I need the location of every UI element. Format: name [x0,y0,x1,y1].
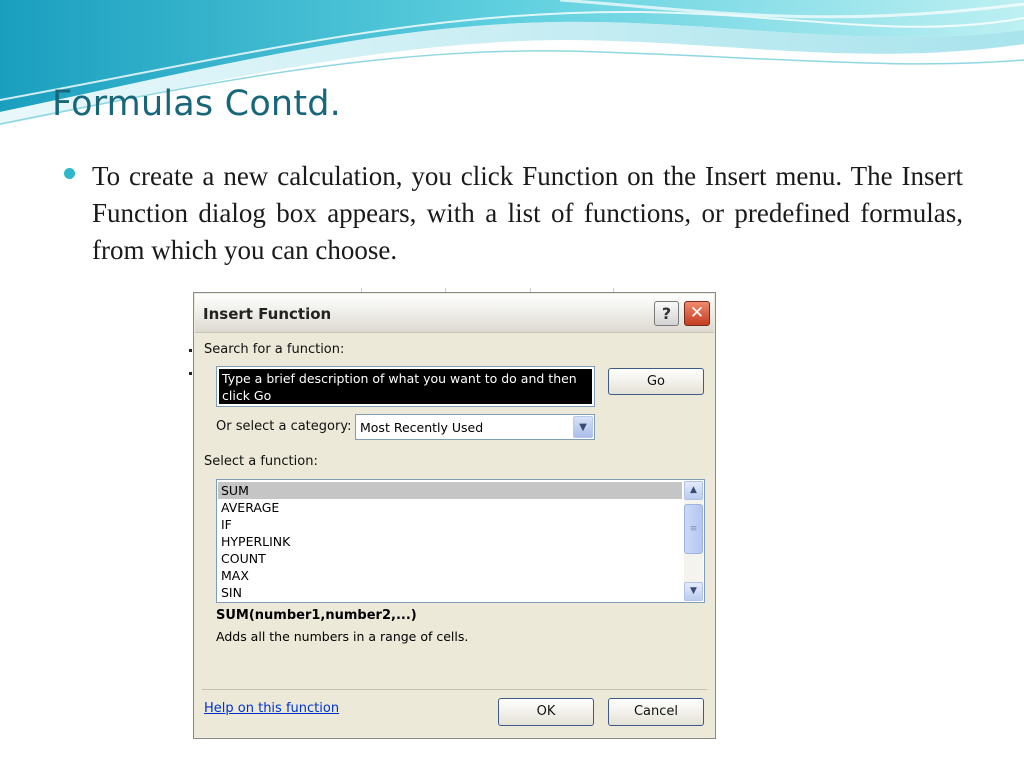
list-scrollbar[interactable] [684,481,703,601]
scroll-down-icon[interactable]: ▼ [684,582,703,601]
scroll-thumb[interactable]: ≡ [684,504,703,554]
category-select[interactable] [355,414,595,440]
divider [202,689,707,690]
function-list-item[interactable]: MAX [221,568,249,583]
function-syntax: SUM(number1,number2,...) [216,608,417,623]
close-icon[interactable]: ✕ [684,301,710,326]
bullet-text: To create a new calculation, you click Function on the Insert menu. The Insert Function dialog box appears, with a list of functions, or predefined formulas, from which you can choose. [92,161,963,265]
cancel-button[interactable]: Cancel [608,698,704,726]
search-input[interactable] [216,366,595,407]
search-label: Search for a function: [204,342,345,357]
function-list-item[interactable]: AVERAGE [221,500,280,515]
go-button[interactable]: Go [608,368,704,395]
bullet-dot-icon [64,168,75,179]
insert-function-dialog [193,292,716,739]
chevron-down-icon[interactable]: ▼ [573,416,593,438]
scroll-up-icon[interactable]: ▲ [684,481,703,500]
help-icon[interactable]: ? [654,301,679,326]
dialog-titlebar[interactable] [195,294,714,333]
function-list-item[interactable]: COUNT [221,551,266,566]
function-list[interactable] [216,479,705,603]
function-list-item[interactable]: SUM [218,482,682,499]
category-label: Or select a category: [216,419,352,434]
dialog-title: Insert Function [203,305,332,323]
ok-button[interactable]: OK [498,698,594,726]
slide-title: Formulas Contd. [52,84,341,124]
function-list-item[interactable]: HYPERLINK [221,534,291,549]
search-input-text: Type a brief description of what you want to do and then click Go [219,369,592,404]
grid-mark [189,372,192,375]
grid-mark [189,349,192,352]
function-label: Select a function: [204,454,318,469]
function-description: Adds all the numbers in a range of cells. [216,629,469,644]
function-list-item[interactable]: SIN [221,585,242,600]
category-value: Most Recently Used [360,420,484,435]
function-list-item[interactable]: IF [221,517,232,532]
help-on-function-link[interactable]: Help on this function [204,701,340,716]
